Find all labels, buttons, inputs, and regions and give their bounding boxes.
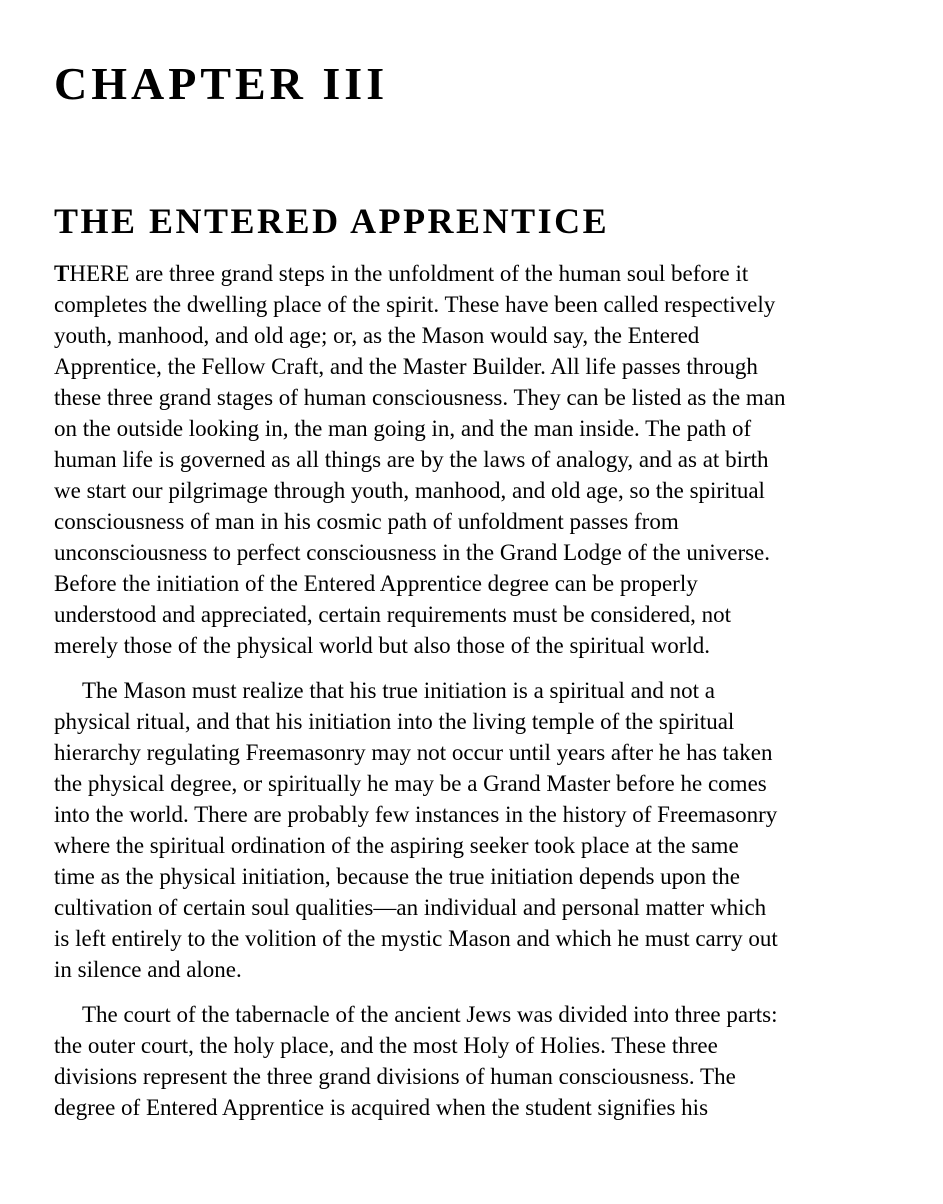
paragraph-line: is left entirely to the volition of the mystic Mason and which he must carry out — [54, 926, 778, 951]
paragraph-line: unconsciousness to perfect consciousness in the Grand Lodge of the universe. — [54, 540, 771, 565]
initial-letter: T — [54, 261, 70, 286]
paragraph-2 — [54, 675, 914, 985]
paragraph-line: hierarchy regulating Freemasonry may not occur until years after he has taken — [54, 740, 773, 765]
paragraph-line: time as the physical initiation, because the true initiation depends upon the — [54, 864, 740, 889]
paragraph-line: these three grand stages of human consciousness. They can be listed as the man — [54, 385, 786, 410]
paragraph-line: cultivation of certain soul qualities—an individual and personal matter which — [54, 895, 767, 920]
paragraph-line: divisions represent the three grand divisions of human consciousness. The — [54, 1064, 736, 1089]
paragraph-3 — [54, 999, 914, 1123]
paragraph-line-text: HERE are three grand steps in the unfoldment of the human soul before it — [69, 261, 749, 286]
paragraph-line: degree of Entered Apprentice is acquired when the student signifies his — [54, 1095, 709, 1120]
paragraph-line: we start our pilgrimage through youth, manhood, and old age, so the spiritual — [54, 478, 765, 503]
paragraph-line: Apprentice, the Fellow Craft, and the Master Builder. All life passes through — [54, 354, 758, 379]
paragraph-line: The court of the tabernacle of the ancient Jews was divided into three parts: — [82, 1002, 778, 1027]
paragraph-line: The Mason must realize that his true initiation is a spiritual and not a — [82, 678, 715, 703]
paragraph-1 — [54, 258, 914, 661]
chapter-title: CHAPTER III — [54, 58, 389, 109]
paragraph-line: in silence and alone. — [54, 957, 242, 982]
paragraph-line: the outer court, the holy place, and the most Holy of Holies. These three — [54, 1033, 718, 1058]
paragraph-line: the physical degree, or spiritually he may be a Grand Master before he comes — [54, 771, 767, 796]
paragraph-line: youth, manhood, and old age; or, as the Mason would say, the Entered — [54, 323, 700, 348]
paragraph-line: understood and appreciated, certain requirements must be considered, not — [54, 602, 731, 627]
paragraph-line: on the outside looking in, the man going in, and the man inside. The path of — [54, 416, 752, 441]
paragraph-line: into the world. There are probably few instances in the history of Freemasonry — [54, 802, 778, 827]
paragraph-line — [54, 258, 914, 289]
paragraph-line: completes the dwelling place of the spirit. These have been called respectively — [54, 292, 776, 317]
paragraph-line: where the spiritual ordination of the aspiring seeker took place at the same — [54, 833, 739, 858]
paragraph-line: human life is governed as all things are by the laws of analogy, and as at birth — [54, 447, 769, 472]
paragraph-line: physical ritual, and that his initiation into the living temple of the spiritual — [54, 709, 735, 734]
section-title: THE ENTERED APPRENTICE — [54, 201, 610, 241]
paragraph-line: Before the initiation of the Entered Apprentice degree can be properly — [54, 571, 698, 596]
body-text — [54, 258, 914, 1123]
paragraph-line: consciousness of man in his cosmic path of unfoldment passes from — [54, 509, 679, 534]
paragraph-line: merely those of the physical world but also those of the spiritual world. — [54, 633, 711, 658]
